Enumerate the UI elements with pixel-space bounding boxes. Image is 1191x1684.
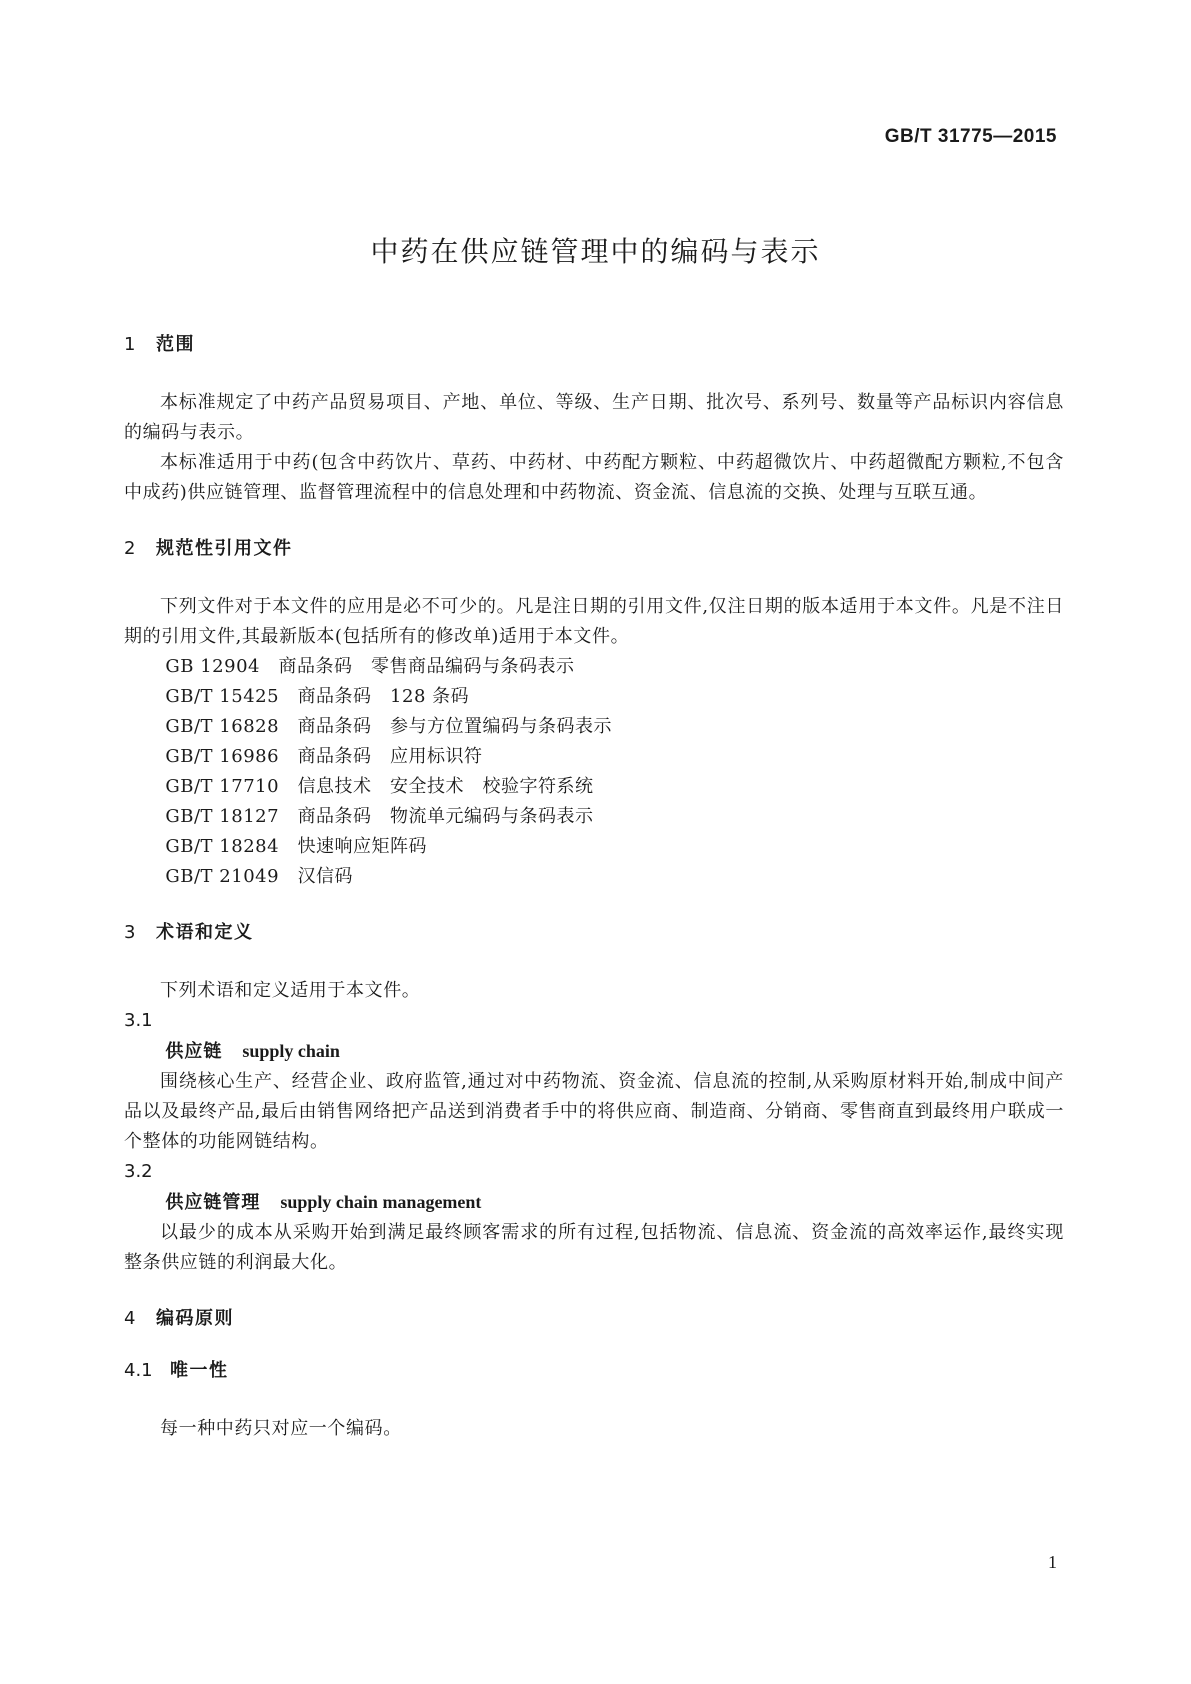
references-intro: 下列文件对于本文件的应用是必不可少的。凡是注日期的引用文件,仅注日期的版本适用于本文件。凡是不注日期的引用文件,其最新版本(包括所有的修改单)适用于本文件。 bbox=[124, 596, 1064, 647]
standard-number: GB/T 31775—2015 bbox=[884, 126, 1057, 147]
reference-name: 商品条码 参与方位置编码与条码表示 bbox=[297, 716, 613, 737]
term-name-zh: 供应链管理 bbox=[165, 1192, 261, 1213]
terms-intro: 下列术语和定义适用于本文件。 bbox=[160, 980, 421, 1001]
scope-paragraph-2: 本标准适用于中药(包含中药饮片、草药、中药材、中药配方颗粒、中药超微饮片、中药超微配方颗粒,不包含中成药)供应链管理、监督管理流程中的信息处理和中药物流、资金流、信息流的交换、处理与互联互通。 bbox=[124, 452, 1064, 503]
section-title: 规范性引用文件 bbox=[156, 538, 293, 559]
term-number: 3.2 bbox=[124, 1161, 153, 1182]
term-number: 3.1 bbox=[124, 1010, 153, 1031]
reference-name: 商品条码 物流单元编码与条码表示 bbox=[297, 806, 594, 827]
page-number: 1 bbox=[1048, 1552, 1057, 1572]
reference-list bbox=[124, 652, 1064, 892]
section-title: 范围 bbox=[156, 334, 195, 355]
term-definition: 以最少的成本从采购开始到满足最终顾客需求的所有过程,包括物流、信息流、资金流的高效率运作,最终实现整条供应链的利润最大化。 bbox=[124, 1222, 1064, 1273]
section-number: 3 bbox=[124, 922, 136, 943]
reference-item bbox=[124, 712, 1064, 742]
term-name-en: supply chain bbox=[242, 1041, 340, 1061]
reference-code: GB/T 18284 bbox=[165, 836, 280, 857]
document-title: 中药在供应链管理中的编码与表示 bbox=[370, 235, 821, 268]
reference-item bbox=[124, 772, 1064, 802]
term-name-zh: 供应链 bbox=[165, 1041, 223, 1062]
reference-code: GB/T 16986 bbox=[165, 746, 280, 767]
uniqueness-paragraph: 每一种中药只对应一个编码。 bbox=[160, 1418, 402, 1439]
section-4-heading bbox=[124, 1304, 1064, 1334]
reference-name: 信息技术 安全技术 校验字符系统 bbox=[297, 776, 594, 797]
term-heading bbox=[124, 1187, 1064, 1218]
section-number: 4 bbox=[124, 1308, 136, 1329]
reference-code: GB 12904 bbox=[165, 656, 260, 677]
term-name-en: supply chain management bbox=[280, 1192, 482, 1212]
reference-item bbox=[124, 832, 1064, 862]
reference-item bbox=[124, 802, 1064, 832]
section-title: 编码原则 bbox=[156, 1308, 234, 1329]
section-3-heading bbox=[124, 918, 1064, 948]
term-definition: 围绕核心生产、经营企业、政府监管,通过对中药物流、资金流、信息流的控制,从采购原材料开始,制成中间产品以及最终产品,最后由销售网络把产品送到消费者手中的将供应商、制造商、分销商、零售商直到最终用户联成一个整体的功能网链结构。 bbox=[124, 1071, 1064, 1152]
term-heading bbox=[124, 1036, 1064, 1067]
section-2-heading bbox=[124, 534, 1064, 564]
reference-item bbox=[124, 862, 1064, 892]
document-body bbox=[124, 330, 1064, 1444]
reference-name: 快速响应矩阵码 bbox=[297, 836, 428, 857]
section-title: 术语和定义 bbox=[156, 922, 254, 943]
section-1-heading bbox=[124, 330, 1064, 360]
section-number: 1 bbox=[124, 334, 136, 355]
scope-paragraph-1: 本标准规定了中药产品贸易项目、产地、单位、等级、生产日期、批次号、系列号、数量等产品标识内容信息的编码与表示。 bbox=[124, 392, 1064, 443]
reference-item bbox=[124, 652, 1064, 682]
reference-item bbox=[124, 682, 1064, 712]
subsection-number: 4.1 bbox=[124, 1360, 153, 1381]
reference-name: 商品条码 128 条码 bbox=[297, 686, 470, 707]
reference-code: GB/T 15425 bbox=[165, 686, 280, 707]
reference-code: GB/T 16828 bbox=[165, 716, 280, 737]
reference-code: GB/T 17710 bbox=[165, 776, 280, 797]
subsection-4-1-heading bbox=[124, 1356, 1064, 1386]
reference-item bbox=[124, 742, 1064, 772]
section-number: 2 bbox=[124, 538, 136, 559]
reference-name: 汉信码 bbox=[297, 866, 354, 887]
subsection-title: 唯一性 bbox=[170, 1360, 229, 1381]
reference-code: GB/T 18127 bbox=[165, 806, 280, 827]
reference-code: GB/T 21049 bbox=[165, 866, 280, 887]
reference-name: 商品条码 零售商品编码与条码表示 bbox=[278, 656, 575, 677]
reference-name: 商品条码 应用标识符 bbox=[297, 746, 483, 767]
